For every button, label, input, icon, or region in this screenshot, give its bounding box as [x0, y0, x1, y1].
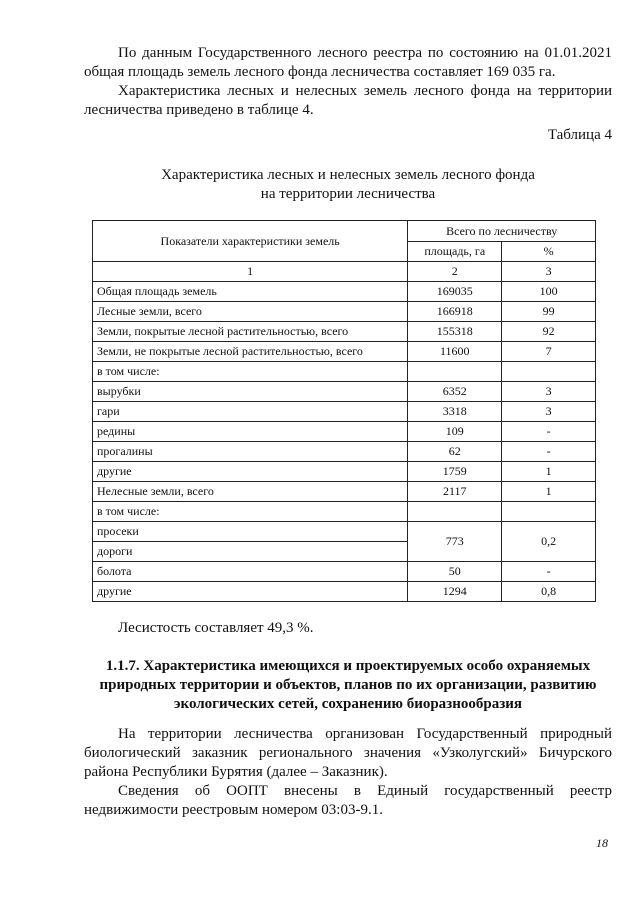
- page-number: 18: [596, 836, 608, 850]
- column-number: 2: [408, 262, 502, 282]
- table-title-line-1: Характеристика лесных и нелесных земель лесного фонда: [161, 167, 535, 183]
- section-paragraph-2: Сведения об ООПТ внесены в Единый государственный реестр недвижимости реестровым номером 03:03-9.1.: [84, 783, 612, 818]
- row-label: другие: [93, 462, 408, 482]
- table-row: [93, 582, 596, 602]
- header-indicators: Показатели характеристики земель: [93, 221, 408, 262]
- header-area: площадь, га: [408, 242, 502, 262]
- row-label: в том числе:: [93, 502, 408, 522]
- row-area: [408, 362, 502, 382]
- table-row: [93, 482, 596, 502]
- row-label: Лесные земли, всего: [93, 302, 408, 322]
- row-percent: 3: [502, 402, 596, 422]
- row-label: Нелесные земли, всего: [93, 482, 408, 502]
- row-area: 3318: [408, 402, 502, 422]
- table-title-line-2: на территории лесничества: [260, 186, 436, 202]
- row-area: 2117: [408, 482, 502, 502]
- section-paragraph-1: На территории лесничества организован Государственный природный биологический заказник регионального значения «Узколугский» Бичурского района Республики Бурятия (далее – Заказник).: [84, 726, 612, 780]
- row-area: 62: [408, 442, 502, 462]
- row-label: прогалины: [93, 442, 408, 462]
- row-area: 1759: [408, 462, 502, 482]
- row-label: дороги: [93, 542, 408, 562]
- row-percent: -: [502, 562, 596, 582]
- row-percent: 92: [502, 322, 596, 342]
- table-title: [84, 166, 612, 204]
- section-heading: 1.1.7. Характеристика имеющихся и проектируемых особо охраняемых природных территории и объектов, планов по их организации, развитию экологических сетей, сохранению биоразнообразия: [99, 658, 597, 712]
- table-row: [93, 302, 596, 322]
- row-percent: 99: [502, 302, 596, 322]
- row-area: [408, 502, 502, 522]
- table-row: [93, 322, 596, 342]
- row-percent: -: [502, 442, 596, 462]
- row-area: 773: [408, 522, 502, 562]
- row-label: болота: [93, 562, 408, 582]
- row-label: в том числе:: [93, 362, 408, 382]
- row-percent: [502, 502, 596, 522]
- row-area: 6352: [408, 382, 502, 402]
- row-area: 169035: [408, 282, 502, 302]
- row-label: гари: [93, 402, 408, 422]
- row-percent: 1: [502, 462, 596, 482]
- row-area: 166918: [408, 302, 502, 322]
- row-area: 50: [408, 562, 502, 582]
- row-label: редины: [93, 422, 408, 442]
- row-label: Земли, покрытые лесной растительностью, всего: [93, 322, 408, 342]
- row-percent: 0,8: [502, 582, 596, 602]
- row-percent: 1: [502, 482, 596, 502]
- column-number: 3: [502, 262, 596, 282]
- table-row: [93, 282, 596, 302]
- land-characteristics-table: [92, 220, 596, 602]
- table-row: [93, 422, 596, 442]
- row-area: 11600: [408, 342, 502, 362]
- row-percent: [502, 362, 596, 382]
- table-row: [93, 502, 596, 522]
- table-header-row: [93, 221, 596, 242]
- header-percent: %: [502, 242, 596, 262]
- column-number: 1: [93, 262, 408, 282]
- row-percent: 100: [502, 282, 596, 302]
- intro-paragraph-2: Характеристика лесных и нелесных земель лесного фонда на территории лесничества приведено в таблице 4.: [84, 83, 612, 118]
- table-row: [93, 462, 596, 482]
- table-row: [93, 442, 596, 462]
- header-total: Всего по лесничеству: [408, 221, 596, 242]
- row-label: другие: [93, 582, 408, 602]
- table-row: [93, 342, 596, 362]
- row-area: 155318: [408, 322, 502, 342]
- forest-cover-text: Лесистость составляет 49,3 %.: [118, 620, 314, 636]
- table-row: [93, 522, 596, 542]
- table-row: [93, 402, 596, 422]
- row-percent: 0,2: [502, 522, 596, 562]
- row-label: вырубки: [93, 382, 408, 402]
- table-caption: Таблица 4: [547, 127, 612, 143]
- row-label: просеки: [93, 522, 408, 542]
- row-area: 1294: [408, 582, 502, 602]
- row-percent: 3: [502, 382, 596, 402]
- row-area: 109: [408, 422, 502, 442]
- row-label: Земли, не покрытые лесной растительностью, всего: [93, 342, 408, 362]
- table-row: [93, 382, 596, 402]
- intro-paragraph-1: По данным Государственного лесного реестра по состоянию на 01.01.2021 общая площадь земель лесного фонда лесничества составляет 169 035 га.: [84, 45, 612, 80]
- row-percent: -: [502, 422, 596, 442]
- row-label: Общая площадь земель: [93, 282, 408, 302]
- table-row: [93, 362, 596, 382]
- row-percent: 7: [502, 342, 596, 362]
- table-column-numbers-row: [93, 262, 596, 282]
- table-row: [93, 562, 596, 582]
